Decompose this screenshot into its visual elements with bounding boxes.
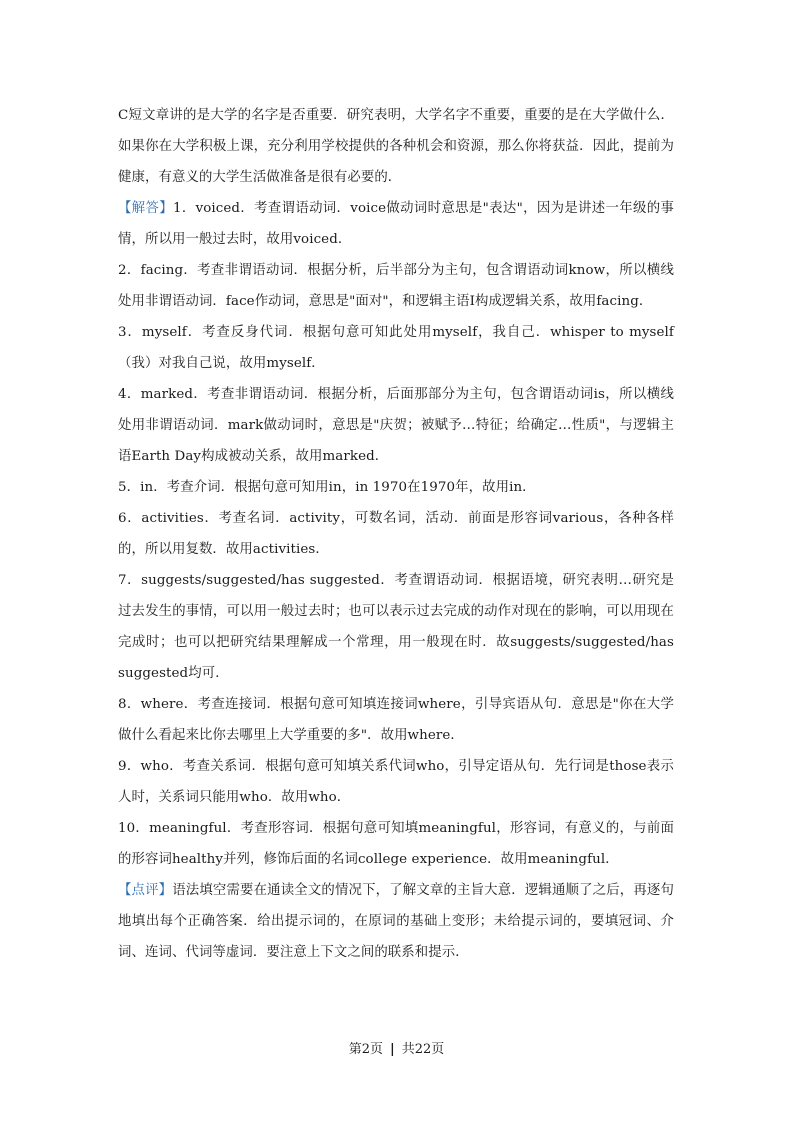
answer-item-6: 6．activities．考查名词．activity，可数名词，活动．前面是形容词various，各种各样的，所以用复数．故用activities．: [118, 511, 674, 557]
answer-item-8: 8．where．考查连接词．根据句意可知填连接词where，引导宾语从句．意思是"你在大学做什么看起来比你去哪里上大学重要的多"．故用where．: [118, 697, 674, 743]
document-body: [118, 100, 674, 968]
comment-tag: 【点评】: [118, 883, 173, 898]
page-footer: [0, 1038, 793, 1057]
comment-text: 语法填空需要在通读全文的情况下，了解文章的主旨大意．逻辑通顺了之后，再逐句地填出每个正确答案．给出提示词的，在原词的基础上变形；未给提示词的，要填冠词、介词、连词、代词等虚词．要注意上下文之间的联系和提示．: [118, 883, 674, 960]
footer-separator: |: [390, 1042, 395, 1057]
answer-item-10: 10．meaningful．考查形容词．根据句意可知填meaningful，形容词，有意义的，与前面的形容词healthy并列，修饰后面的名词college experience．故用meaningful．: [118, 821, 674, 867]
answer-item-9: 9．who．考查关系词．根据句意可知填关系代词who，引导定语从句．先行词是those表示人时，关系词只能用who．故用who．: [118, 759, 674, 805]
answer-tag: 【解答】: [118, 201, 173, 216]
answer-text-1: 1．voiced．考查谓语动词．voice做动词时意思是"表达"，因为是讲述一年级的事情，所以用一般过去时，故用voiced．: [118, 201, 675, 247]
intro-paragraph: C短文章讲的是大学的名字是否重要．研究表明，大学名字不重要，重要的是在大学做什么．如果你在大学积极上课，充分利用学校提供的各种机会和资源，那么你将获益．因此，提前为健康，有意义的大学生活做准备是很有必要的．: [118, 108, 674, 185]
page-total: 共22页: [401, 1042, 445, 1057]
page-number: 第2页: [348, 1042, 383, 1057]
comment-paragraph: [118, 875, 674, 968]
answer-item-3: 3．myself．考查反身代词．根据句意可知此处用myself，我自己．whisper to myself （我）对我自己说，故用myself．: [118, 325, 674, 371]
answer-item-2: 2．facing．考查非谓语动词．根据分析，后半部分为主句，包含谓语动词know，所以横线处用非谓语动词．face作动词，意思是"面对"，和逻辑主语I构成逻辑关系，故用facing．: [118, 263, 674, 309]
answer-item-5: 5．in．考查介词．根据句意可知用in，in 1970在1970年，故用in．: [118, 480, 536, 495]
answer-item-4: 4．marked．考查非谓语动词．根据分析，后面那部分为主句，包含谓语动词is，所以横线处用非谓语动词．mark做动词时，意思是"庆贺；被赋予…特征；给确定…性质"，与逻辑主语Earth Day构成被动关系，故用marked．: [118, 387, 674, 464]
answer-item-7: 7．suggests/suggested/has suggested．考查谓语动词．根据语境，研究表明…研究是过去发生的事情，可以用一般过去时；也可以表示过去完成的动作对现在的影响，可以用现在完成时；也可以把研究结果理解成一个常理，用一般现在时．故suggests/suggested/has suggested均可．: [118, 573, 674, 681]
answer-item-1: [118, 193, 674, 255]
